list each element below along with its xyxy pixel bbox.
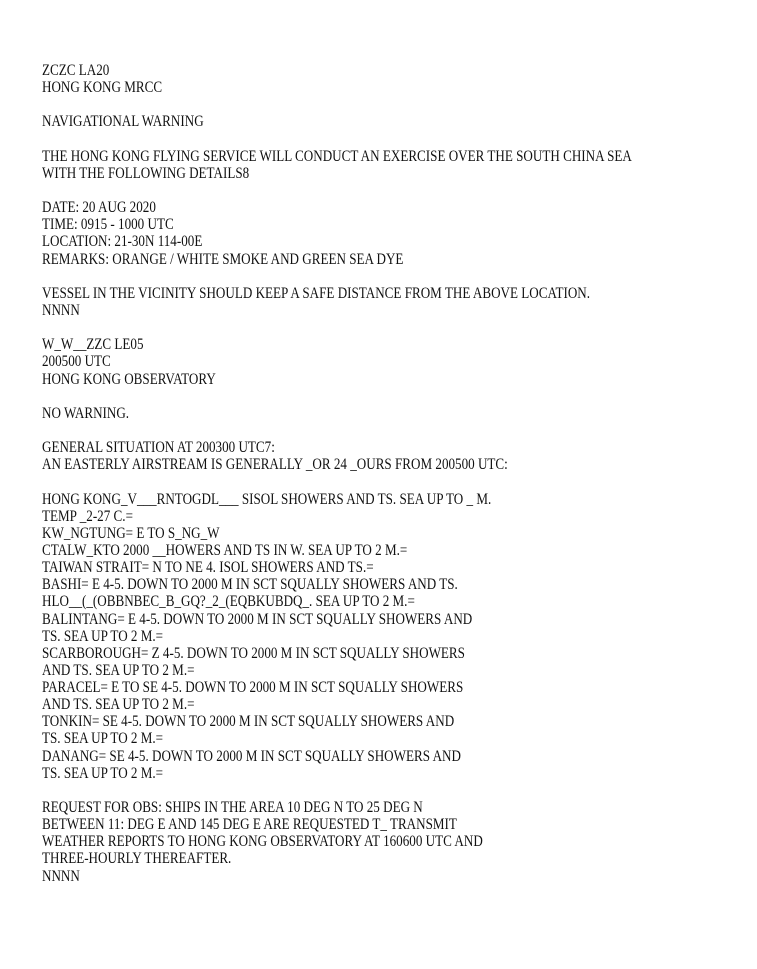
text-line: AND TS. SEA UP TO 2 M.= bbox=[42, 661, 195, 679]
text-line: AND TS. SEA UP TO 2 M.= bbox=[42, 696, 195, 714]
text-line: AN EASTERLY AIRSTREAM IS GENERALLY _OR 24 _OURS FROM 200500 UTC: bbox=[42, 456, 508, 474]
text-line: THREE-HOURLY THEREAFTER. bbox=[42, 850, 232, 868]
text-line: TAIWAN STRAIT= N TO NE 4. ISOL SHOWERS AND TS.= bbox=[42, 559, 374, 577]
text-line: NAVIGATIONAL WARNING bbox=[42, 113, 204, 131]
text-line: REQUEST FOR OBS: SHIPS IN THE AREA 10 DEG N TO 25 DEG N bbox=[42, 799, 423, 817]
text-line: BETWEEN 11: DEG E AND 145 DEG E ARE REQUESTED T_ TRANSMIT bbox=[42, 816, 457, 834]
text-line: ZCZC LA20 bbox=[42, 62, 110, 79]
text-line: TEMP _2-27 C.= bbox=[42, 507, 133, 525]
text-line: KW_NGTUNG= E TO S_NG_W bbox=[42, 524, 220, 542]
text-line: TS. SEA UP TO 2 M.= bbox=[42, 764, 164, 782]
text-line: TIME: 0915 - 1000 UTC bbox=[42, 216, 174, 234]
text-line: DANANG= SE 4-5. DOWN TO 2000 M IN SCT SQUALLY SHOWERS AND bbox=[42, 747, 461, 765]
text-line: HONG KONG_V___RNTOGDL___ SISOL SHOWERS AND TS. SEA UP TO _ M. bbox=[42, 490, 492, 508]
text-line bbox=[42, 182, 630, 199]
text-line: WITH THE FOLLOWING DETAILS8 bbox=[42, 164, 250, 182]
text-line bbox=[42, 268, 630, 285]
text-line bbox=[42, 96, 630, 113]
text-line: TS. SEA UP TO 2 M.= bbox=[42, 627, 164, 645]
text-line: GENERAL SITUATION AT 200300 UTC7: bbox=[42, 439, 275, 457]
text-line bbox=[42, 319, 630, 336]
text-line: LOCATION: 21-30N 114-00E bbox=[42, 233, 203, 251]
text-line: SCARBOROUGH= Z 4-5. DOWN TO 2000 M IN SCT SQUALLY SHOWERS bbox=[42, 644, 465, 662]
text-line bbox=[42, 388, 630, 405]
text-line bbox=[42, 782, 630, 799]
text-line: NNNN bbox=[42, 301, 80, 319]
telex-text-block bbox=[42, 62, 630, 885]
text-line: HLO__(_(OBBNBEC_B_GQ?_2_(EQBKUBDQ_. SEA UP TO 2 M.= bbox=[42, 593, 415, 611]
text-line: BALINTANG= E 4-5. DOWN TO 2000 M IN SCT SQUALLY SHOWERS AND bbox=[42, 610, 473, 628]
text-line: TS. SEA UP TO 2 M.= bbox=[42, 730, 164, 748]
text-line: CTALW_KTO 2000 __HOWERS AND TS IN W. SEA UP TO 2 M.= bbox=[42, 541, 408, 559]
text-line: TONKIN= SE 4-5. DOWN TO 2000 M IN SCT SQUALLY SHOWERS AND bbox=[42, 713, 455, 731]
text-line: DATE: 20 AUG 2020 bbox=[42, 199, 156, 217]
text-line bbox=[42, 131, 630, 148]
text-line: NNNN bbox=[42, 867, 80, 885]
text-line: NO WARNING. bbox=[42, 404, 130, 422]
text-line bbox=[42, 473, 630, 490]
text-line: 200500 UTC bbox=[42, 353, 111, 371]
text-line: PARACEL= E TO SE 4-5. DOWN TO 2000 M IN SCT SQUALLY SHOWERS bbox=[42, 679, 464, 697]
text-line: REMARKS: ORANGE / WHITE SMOKE AND GREEN SEA DYE bbox=[42, 250, 404, 268]
text-line bbox=[42, 422, 630, 439]
text-line: WEATHER REPORTS TO HONG KONG OBSERVATORY AT 160600 UTC AND bbox=[42, 833, 483, 851]
text-line: VESSEL IN THE VICINITY SHOULD KEEP A SAFE DISTANCE FROM THE ABOVE LOCATION. bbox=[42, 284, 591, 302]
text-line: W_W__ZZC LE05 bbox=[42, 336, 144, 354]
text-line: HONG KONG OBSERVATORY bbox=[42, 370, 216, 388]
text-line: THE HONG KONG FLYING SERVICE WILL CONDUCT AN EXERCISE OVER THE SOUTH CHINA SEA bbox=[42, 147, 632, 165]
text-line: HONG KONG MRCC bbox=[42, 79, 163, 97]
text-line: BASHI= E 4-5. DOWN TO 2000 M IN SCT SQUALLY SHOWERS AND TS. bbox=[42, 576, 458, 594]
